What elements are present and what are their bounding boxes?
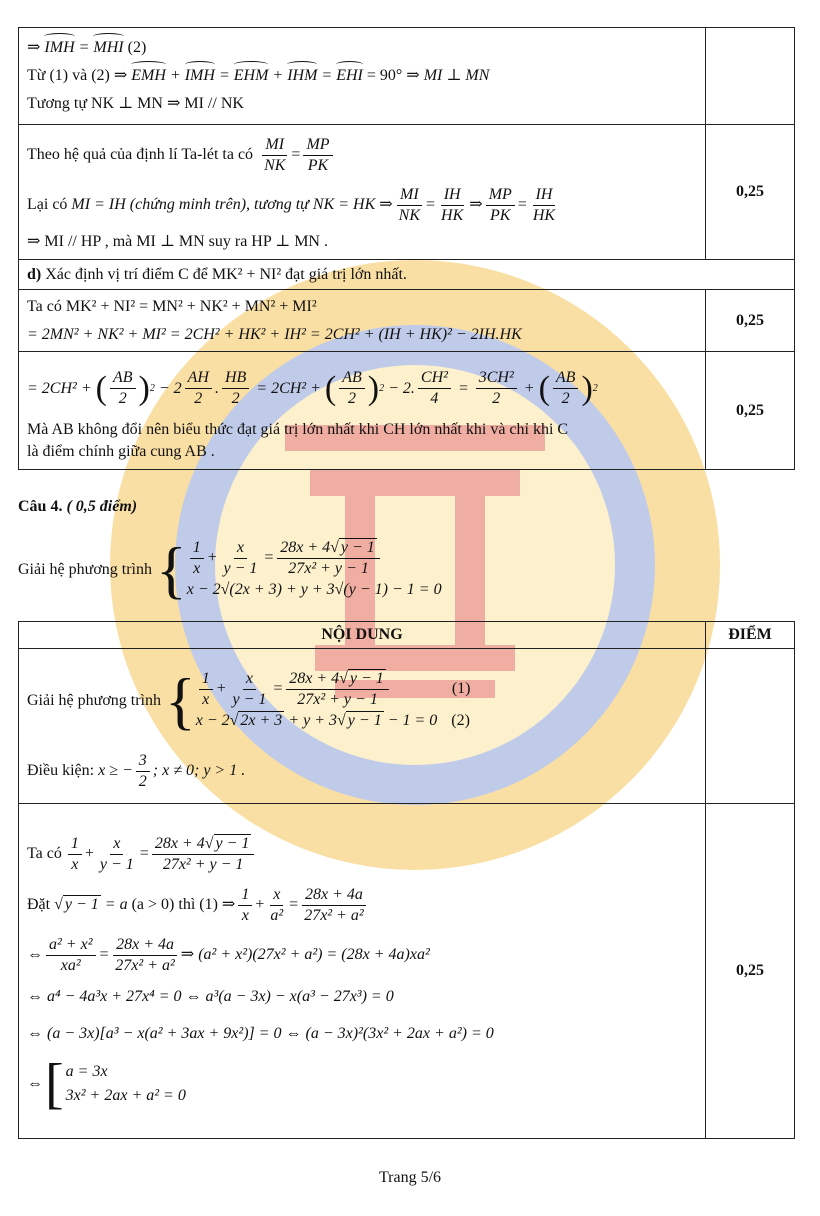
question-4-eq2: x − 2√(2x + 3) + y + 3√(y − 1) − 1 = 0 [186,581,442,598]
row-d-label: d) [27,265,42,283]
row2-line2-prefix: Lại có [27,196,68,213]
row-d-content [19,260,795,290]
system-row-content [19,649,706,804]
case2: 3x² + 2ax + a² = 0 [65,1087,186,1104]
row4-line3: là điểm chính giữa cung AB . [27,442,215,460]
table-row [19,260,795,290]
row4-line1: = 2CH² + ( $\frac{AB}{2}$ ) 2 − 2 $\frac{AH}{2}$ . $\frac{HB}{2}$ = 2CH² + ( $\frac{AB}{2}$ ) 2 − 2. $\frac{\text{CH²}}{4}$ = $\frac{\text{3CH²}}{2}$ + ( $\frac{AB}{2}$ ) 2 [27,369,598,407]
solution-row-content [19,804,706,1139]
step4: ⇔ a⁴ − 4a³x + 27x⁴ = 0 ⇔ a³(a − 3x) − x(a³ − 27x³) = 0 [27,988,394,1005]
row2-content [19,125,706,260]
row3-line1: Ta có MK² + NI² = MN² + NK² + MN² + MI² [27,297,317,315]
system-statement: Giải hệ phương trình { $\frac{1}{x}$ + $\frac{x}{y - 1}$ = $\frac{28x + 4√ y - 1}{\text{27x² + y − 1}}$ (1) x − 2√ 2x + 3 + y + 3√ y − 1 − 1 = 0 (2) [27,665,471,736]
row-d-text: Xác định vị trí điểm C để MK² + NI² đạt giá trị lớn nhất. [45,265,407,283]
table-row [19,28,795,125]
row4-content [19,352,706,470]
question-4-title: Câu 4. [18,498,63,515]
row2-score: 0,25 [706,125,795,260]
step2-mid: (a > 0) thì (1) ⇒ [131,896,236,913]
row1-line1: ⇒ IMH = MHI (2) [27,37,697,59]
row2-line2-mid: MI = IH (chứng minh trên), tương tự NK = HK ⇒ [71,196,393,213]
row1-line2: Từ (1) và (2) ⇒ EMH + IMH = EHM + IHM = EHI = 90° ⇒ MI ⊥ MN [27,65,697,87]
table-row [19,649,795,804]
solution-table [18,621,795,1139]
page-number: Trang 5/6 [378,1169,442,1186]
row2-line1: Theo hệ quả của định lí Ta-lét ta có $\frac{MI}{NK}$ = $\frac{MP}{PK}$ [27,131,697,179]
row4-score: 0,25 [706,352,795,470]
question-4-system: Giải hệ phương trình { $\frac{1}{x}$ + $\frac{x}{y - 1}$ = $\frac{28x + 4√ y - 1}{\text{27x² + y − 1}}$ x − 2√(2x + 3) + y + 3√(y − 1) − 1 = 0 [18,534,442,605]
header-content: NỘI DUNG [19,622,706,649]
step6-cases: ⇔ [ a = 3x 3x² + 2ax + a² = 0 [27,1053,186,1115]
step3: ⇔ $\frac{\text{a² + x²}}{\text{xa²}}$ = $\frac{28x + 4a}{\text{27x² + a²}}$ ⇒ (a² + x²)(27x² + a²) = (28x + 4a)xa² [27,935,430,974]
row1-line2-prefix: Từ (1) và (2) ⇒ [27,67,128,84]
row1-score [706,28,795,125]
table-row [19,804,795,1139]
condition-label: Điều kiện: [27,762,95,779]
eq1-tag: (1) [451,680,471,697]
system-row-score [706,649,795,804]
row1-line3: Tương tự NK ⊥ MN ⇒ MI // NK [27,95,244,112]
condition-line: Điều kiện: x ≥ − $\frac{3}{2}$ ; x ≠ 0; y > 1 . [27,751,246,790]
solution-row-score: 0,25 [706,804,795,1139]
step2: Đặt √ y − 1 = a (a > 0) thì (1) ⇒ $\frac{1}{x}$ + $\frac{x}{\text{a²}}$ = $\frac{28x + 4a}{\text{27x² + a²}}$ [27,880,697,930]
table-row [19,352,795,470]
row2-talet-text: Theo hệ quả của định lí Ta-lét ta có [27,146,254,163]
step1-prefix: Ta có [27,845,62,862]
question-4-heading [18,498,137,516]
step2-prefix: Đặt [27,896,51,913]
row2-line2: Lại có MI = IH (chứng minh trên), tương tự NK = HK ⇒ $\frac{MI}{NK}$ = $\frac{IH}{HK}$ ⇒ $\frac{MP}{PK}$ = $\frac{IH}{HK}$ [27,185,556,224]
step1: Ta có $\frac{1}{x}$ + $\frac{x}{y - 1}$ = $\frac{28x + 4√ y - 1}{\text{27x² + y − 1}}$ [27,828,697,880]
header-score: ĐIỂM [706,622,795,649]
system-intro: Giải hệ phương trình [27,692,161,709]
table-header-row [19,622,795,649]
question-4-points: ( 0,5 điểm) [66,498,138,515]
row3-score: 0,25 [706,290,795,352]
case1: a = 3x [65,1063,108,1080]
row4-line2: Mà AB không đổi nên biểu thức đạt giá trị lớn nhất khi CH lớn nhất khi và chỉ khi C [27,420,569,438]
geometry-table [18,27,795,470]
row3-line2: = 2MN² + NK² + MI² = 2CH² + HK² + IH² = 2CH² + (IH + HK)² − 2IH.HK [27,325,522,343]
question-4-intro: Giải hệ phương trình [18,561,152,578]
table-row [19,125,795,260]
step5: ⇔ (a − 3x)[a³ − x(a² + 3ax + 9x²)] = 0 ⇔ (a − 3x)²(3x² + 2ax + a²) = 0 [27,1025,494,1042]
eq2-tag: (2) [451,712,470,729]
row2-line3: ⇒ MI // HP , mà MI ⊥ MN suy ra HP ⊥ MN . [27,233,328,250]
row3-content [19,290,706,352]
row1-content [19,28,706,125]
table-row [19,290,795,352]
